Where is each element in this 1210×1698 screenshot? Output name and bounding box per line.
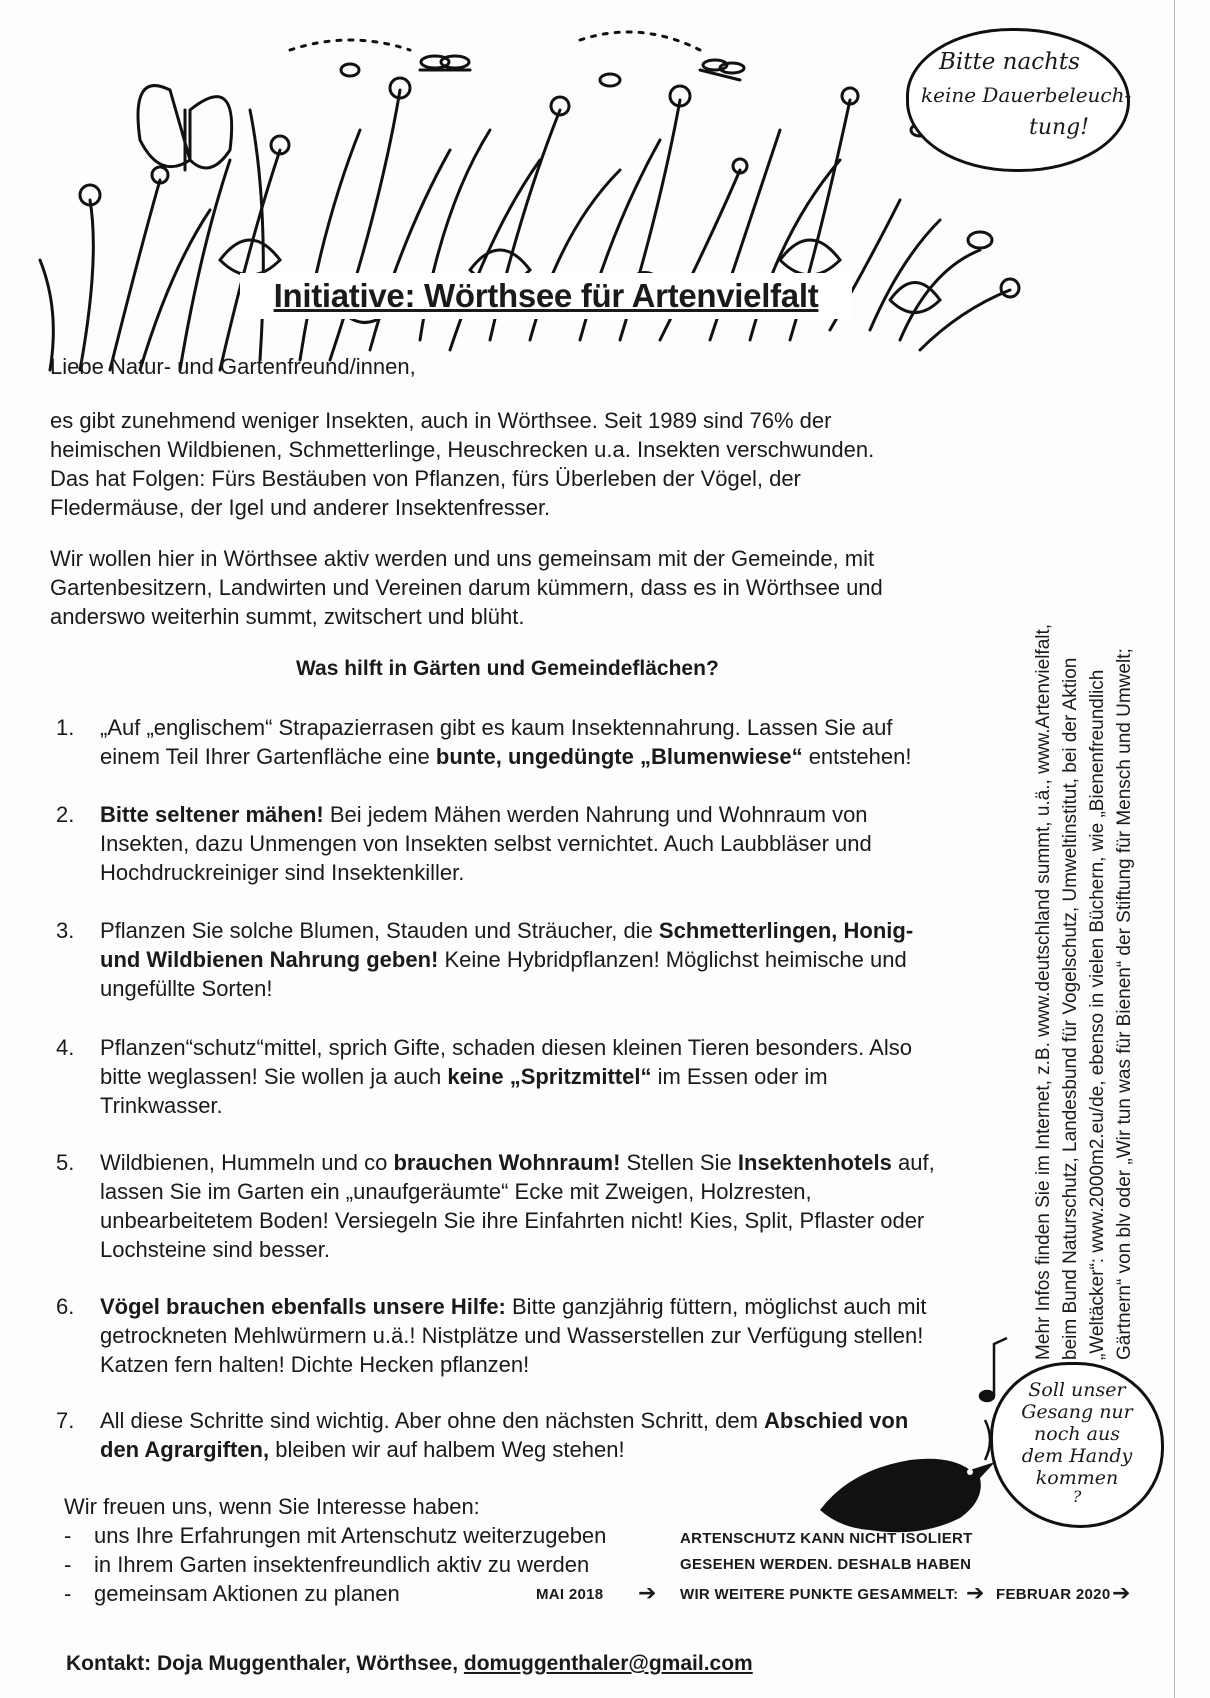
item-line: bitte weglassen! Sie wollen ja auch keine „Spritzmittel“ im Essen oder im: [100, 1064, 828, 1089]
item-number: 2.: [56, 802, 75, 827]
intro-paragraph-1: [50, 406, 950, 522]
page-edge-line: [1174, 0, 1175, 1698]
closing-bullet: - gemeinsam Aktionen zu planen: [64, 1581, 400, 1606]
bubble-bird-line: ?: [1072, 1487, 1082, 1506]
stamp-date-left: MAI 2018: [536, 1586, 604, 1603]
bubble-bird-line: Gesang nur: [1021, 1401, 1133, 1423]
contact-email-link[interactable]: domuggenthaler@gmail.com: [463, 1652, 753, 1675]
blackbird-illustration: [810, 1400, 1010, 1540]
closing-bullet: - in Ihrem Garten insektenfreundlich aktiv zu werden: [64, 1552, 590, 1577]
closing-intro: Wir freuen uns, wenn Sie Interesse haben:: [64, 1494, 480, 1519]
bubble-bird-line: noch aus: [1034, 1423, 1120, 1445]
arrow-right-icon: ➔: [638, 1580, 657, 1605]
item-line: Pflanzen“schutz“mittel, sprich Gifte, schaden diesen kleinen Tieren besonders. Also: [100, 1035, 912, 1060]
side-info-line: Mehr Infos finden Sie im Internet, z.B. www.deutschland summt, u.ä., www.Artenvielfalt,: [1033, 623, 1054, 1360]
item-line: „Auf „englischem“ Strapazierrasen gibt es kaum Insektennahrung. Lassen Sie auf: [100, 715, 893, 740]
item-line: Vögel brauchen ebenfalls unsere Hilfe: Bitte ganzjährig füttern, möglichst auch mit: [100, 1294, 927, 1319]
stamp-line: GESEHEN WERDEN. DESHALB HABEN: [680, 1556, 972, 1573]
item-number: 3.: [56, 918, 75, 943]
list-item: [56, 916, 996, 1003]
item-line: Lochsteine sind besser.: [100, 1237, 330, 1262]
stamp-line: WIR WEITERE PUNKTE GESAMMELT:: [680, 1586, 959, 1603]
speech-bubble-top: [906, 28, 1130, 172]
arrow-right-icon: ➔: [1112, 1580, 1131, 1605]
intro-p2-line: Wir wollen hier in Wörthsee aktiv werden und uns gemeinsam mit der Gemeinde, mit: [50, 546, 875, 571]
list-item: [56, 1148, 996, 1264]
item-line: lassen Sie im Garten ein „unaufgeräumte“ Ecke mit Zweigen, Holzresten,: [100, 1179, 812, 1204]
arrow-right-icon: ➔: [966, 1580, 985, 1605]
side-info-line: Gärtnern“ von blv oder „Wir tun was für Bienen“ der Stiftung für Mensch und Umwelt;: [1114, 648, 1135, 1360]
list-item: [56, 800, 996, 887]
intro-p1-line: es gibt zunehmend weniger Insekten, auch in Wörthsee. Seit 1989 sind 76% der: [50, 408, 832, 433]
item-line: getrockneten Mehlwürmern u.ä.! Nistplätze und Wasserstellen zur Verfügung stellen!: [100, 1323, 924, 1348]
greeting: Liebe Natur- und Gartenfreund/innen,: [50, 354, 416, 379]
list-item: [56, 713, 996, 771]
intro-p1-line: Das hat Folgen: Fürs Bestäuben von Pflanzen, fürs Überleben der Vögel, der: [50, 466, 801, 491]
intro-p2-line: anderswo weiterhin summt, zwitschert und blüht.: [50, 604, 525, 629]
bubble-bird-line: dem Handy: [1021, 1445, 1133, 1467]
side-info-line: beim Bund Naturschutz, Landesbund für Vogelschutz, Umweltinstitut, bei der Aktion: [1060, 657, 1081, 1360]
item-number: 4.: [56, 1035, 75, 1060]
bubble-top-line3: tung!: [1029, 115, 1090, 140]
stamp-block: [520, 1524, 1180, 1604]
stamp-line: ARTENSCHUTZ KANN NICHT ISOLIERT: [680, 1530, 973, 1547]
title-box: [240, 273, 852, 319]
side-info-line: „Weltäcker“: www.2000m2.eu/de, ebenso in vielen Büchern, wie „Bienenfreundlich: [1087, 669, 1108, 1360]
contact-line: [66, 1652, 753, 1676]
section-heading: Was hilft in Gärten und Gemeindeflächen?: [296, 657, 719, 680]
item-line: einem Teil Ihrer Gartenfläche eine bunte, ungedüngte „Blumenwiese“ entstehen!: [100, 744, 912, 769]
list-item: [56, 1033, 996, 1120]
intro-p1-line: Fledermäuse, der Igel und anderer Insektenfresser.: [50, 495, 551, 520]
bubble-top-line1: Bitte nachts: [939, 49, 1080, 75]
intro-p1-line: heimischen Wildbienen, Schmetterlinge, Heuschrecken u.a. Insekten verschwunden.: [50, 437, 875, 462]
item-line: Pflanzen Sie solche Blumen, Stauden und Sträucher, die Schmetterlingen, Honig-: [100, 918, 914, 943]
bubble-bird-line: Soll unser: [1028, 1379, 1126, 1401]
stamp-date-right: FEBRUAR 2020: [996, 1586, 1111, 1603]
bubble-bird-line: kommen: [1035, 1467, 1119, 1489]
item-line: ungefüllte Sorten!: [100, 976, 273, 1001]
item-line: Bitte seltener mähen! Bei jedem Mähen werden Nahrung und Wohnraum von: [100, 802, 868, 827]
item-number: 6.: [56, 1294, 75, 1319]
item-line: den Agrargiften, bleiben wir auf halbem Weg stehen!: [100, 1437, 625, 1462]
item-line: Wildbienen, Hummeln und co brauchen Wohnraum! Stellen Sie Insektenhotels auf,: [100, 1150, 935, 1175]
contact-label: Kontakt: Doja Muggenthaler, Wörthsee,: [66, 1652, 464, 1675]
item-line: Hochdruckreiniger sind Insektenkiller.: [100, 860, 465, 885]
intro-paragraph-2: [50, 544, 970, 631]
item-line: unbearbeitetem Boden! Versiegeln Sie ihre Einfahrten nicht! Kies, Split, Pflaster oder: [100, 1208, 925, 1233]
item-line: Trinkwasser.: [100, 1093, 223, 1118]
list-item: [56, 1292, 996, 1379]
item-line: Katzen fern halten! Dichte Hecken pflanzen!: [100, 1352, 530, 1377]
page-title: Initiative: Wörthsee für Artenvielfalt: [273, 277, 819, 314]
item-line: Insekten, dazu Unmengen von Insekten selbst vernichtet. Auch Laubbläser und: [100, 831, 872, 856]
closing-bullet: - uns Ihre Erfahrungen mit Artenschutz weiterzugeben: [64, 1523, 607, 1548]
item-number: 7.: [56, 1408, 75, 1433]
bubble-top-line2: keine Dauerbeleuch-: [921, 83, 1132, 107]
item-number: 1.: [56, 715, 75, 740]
side-info-text: [1030, 360, 1138, 1360]
intro-p2-line: Gartenbesitzern, Landwirten und Vereinen darum kümmern, dass es in Wörthsee und: [50, 575, 883, 600]
item-line: und Wildbienen Nahrung geben! Keine Hybridpflanzen! Möglichst heimische und: [100, 947, 907, 972]
item-line: All diese Schritte sind wichtig. Aber ohne den nächsten Schritt, dem Abschied von: [100, 1408, 909, 1433]
speech-bubble-bird: [990, 1362, 1164, 1528]
item-number: 5.: [56, 1150, 75, 1175]
